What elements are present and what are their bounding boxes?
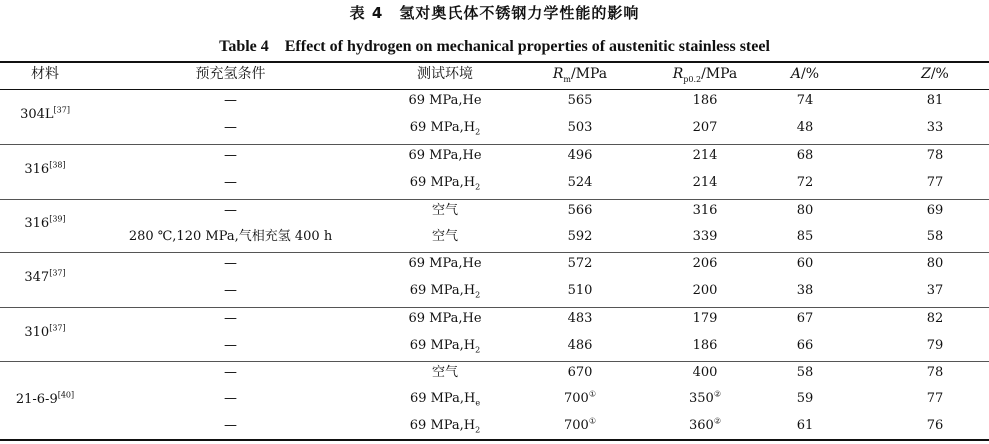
rm-value: 572 — [567, 256, 593, 271]
rp-value: 339 — [692, 229, 718, 244]
header-rm-symbol: R — [552, 66, 564, 82]
rm-cell — [540, 256, 620, 272]
elongation-cell: 38 — [796, 283, 814, 298]
environment-text: 空气 — [431, 229, 458, 244]
environment-cell — [380, 391, 510, 407]
reduction-of-area-cell: 82 — [926, 311, 944, 326]
material-cell — [0, 392, 90, 408]
environment-cell — [380, 256, 510, 272]
header-a-symbol: A — [790, 66, 802, 82]
environment-subscript: 2 — [475, 127, 481, 137]
environment-text: 69 MPa,He — [408, 311, 482, 326]
elongation-cell: 59 — [796, 391, 814, 406]
elongation-cell: 61 — [796, 418, 814, 433]
group-separator-rule — [0, 361, 989, 362]
environment-cell — [380, 148, 510, 164]
environment-text: 空气 — [431, 203, 458, 218]
precharge-cell: — — [224, 93, 237, 108]
material-name: 21-6-9 — [15, 391, 58, 407]
rp-cell — [660, 148, 750, 164]
elongation-cell: 48 — [796, 120, 814, 135]
header-z — [905, 66, 965, 82]
environment-cell — [380, 175, 510, 191]
rp-value: 186 — [692, 338, 718, 353]
elongation-cell: 58 — [796, 365, 814, 380]
precharge-cell: — — [224, 175, 237, 190]
rp-value: 350 — [689, 391, 714, 406]
rp-cell — [660, 311, 750, 327]
precharge-cell: — — [224, 365, 237, 380]
rp-cell — [660, 120, 750, 136]
material-reference: [39] — [49, 214, 66, 224]
rp-cell — [660, 175, 750, 191]
reduction-of-area-cell: 58 — [926, 229, 944, 244]
rm-cell — [540, 283, 620, 299]
rp-cell — [660, 93, 750, 109]
rm-value: 483 — [567, 311, 593, 326]
environment-text: 69 MPa,H — [409, 283, 476, 298]
rp-value: 214 — [692, 148, 718, 163]
rp-cell — [660, 338, 750, 354]
material-cell — [0, 162, 90, 178]
rp-cell — [660, 365, 750, 381]
environment-cell — [380, 283, 510, 299]
top-rule — [0, 61, 989, 63]
reduction-of-area-cell: 77 — [926, 391, 944, 406]
rp-footnote-mark: ② — [713, 389, 721, 399]
environment-cell — [380, 418, 510, 434]
elongation-cell: 67 — [796, 311, 814, 326]
material-name: 347 — [24, 269, 50, 285]
rm-cell — [540, 311, 620, 327]
precharge-cell: — — [224, 283, 237, 298]
rm-cell — [540, 93, 620, 109]
rm-value: 566 — [567, 203, 593, 218]
material-reference: [37] — [49, 268, 66, 278]
rp-value: 400 — [692, 365, 718, 380]
precharge-cell: — — [224, 120, 237, 135]
header-rp-symbol: R — [672, 66, 684, 82]
material-cell — [0, 107, 90, 123]
environment-cell — [380, 365, 510, 381]
rp-cell — [660, 203, 750, 219]
header-rp-unit: /MPa — [701, 66, 738, 82]
precharge-cell: — — [224, 256, 237, 271]
environment-subscript: 2 — [475, 425, 481, 435]
reduction-of-area-cell: 80 — [926, 256, 944, 271]
rm-value: 670 — [567, 365, 593, 380]
reduction-of-area-cell: 76 — [926, 418, 944, 433]
reduction-of-area-cell: 78 — [926, 148, 944, 163]
table-caption-cn: 表 4 氢对奥氏体不锈钢力学性能的影响 — [349, 4, 640, 22]
environment-text: 69 MPa,H — [409, 418, 476, 433]
elongation-cell: 72 — [796, 175, 814, 190]
rp-value: 360 — [689, 418, 714, 433]
material-cell — [0, 270, 90, 286]
group-separator-rule — [0, 307, 989, 308]
group-separator-rule — [0, 144, 989, 145]
reduction-of-area-cell: 37 — [926, 283, 944, 298]
rm-footnote-mark: ① — [588, 416, 596, 426]
material-name: 310 — [24, 324, 50, 340]
rm-cell — [540, 120, 620, 136]
elongation-cell: 74 — [796, 93, 814, 108]
environment-text: 69 MPa,H — [409, 120, 476, 135]
rm-cell — [540, 229, 620, 245]
material-name: 304L — [20, 106, 54, 122]
reduction-of-area-cell: 77 — [926, 175, 944, 190]
rm-value: 486 — [567, 338, 593, 353]
rp-value: 206 — [692, 256, 718, 271]
rm-cell — [540, 175, 620, 191]
precharge-cell: — — [224, 391, 237, 406]
group-separator-rule — [0, 252, 989, 253]
rm-cell — [540, 391, 620, 407]
rm-cell — [540, 365, 620, 381]
environment-cell — [380, 311, 510, 327]
environment-cell — [380, 93, 510, 109]
material-reference: [40] — [57, 390, 75, 400]
rm-footnote-mark: ① — [588, 389, 596, 399]
reduction-of-area-cell: 78 — [926, 365, 944, 380]
environment-text: 69 MPa,He — [408, 93, 482, 108]
material-reference: [38] — [49, 160, 66, 170]
precharge-cell: — — [224, 311, 237, 326]
environment-cell — [380, 229, 510, 245]
environment-cell — [380, 338, 510, 354]
header-z-unit: /% — [930, 66, 949, 82]
header-rp — [660, 66, 750, 82]
reduction-of-area-cell: 79 — [926, 338, 944, 353]
header-rm — [540, 66, 620, 82]
environment-text: 69 MPa,He — [408, 148, 482, 163]
material-reference: [37] — [53, 105, 70, 115]
environment-cell — [380, 203, 510, 219]
reduction-of-area-cell: 33 — [926, 120, 944, 135]
reduction-of-area-cell: 69 — [926, 203, 944, 218]
precharge-cell: — — [224, 418, 237, 433]
environment-text: 空气 — [431, 365, 458, 380]
elongation-cell: 66 — [796, 338, 814, 353]
table-caption-en: Table 4 Effect of hydrogen on mechanical properties of austenitic stainless steel — [219, 38, 770, 55]
header-rm-unit: /MPa — [570, 66, 608, 82]
rm-value: 503 — [567, 120, 593, 135]
header-material: 材料 — [31, 66, 59, 82]
header-rm-subscript: m — [563, 74, 571, 84]
material-reference: [37] — [49, 323, 66, 333]
precharge-cell: — — [224, 203, 237, 218]
header-environment: 测试环境 — [417, 66, 473, 82]
material-cell — [0, 216, 90, 232]
elongation-cell: 60 — [796, 256, 814, 271]
precharge-cell: — — [224, 148, 237, 163]
environment-subscript: 2 — [475, 345, 481, 355]
reduction-of-area-cell: 81 — [926, 93, 944, 108]
precharge-cell: — — [224, 338, 237, 353]
rp-value: 207 — [692, 120, 718, 135]
rm-value: 496 — [567, 148, 593, 163]
header-precharge: 预充氢条件 — [195, 66, 266, 82]
rm-value: 592 — [567, 229, 593, 244]
rp-cell — [660, 256, 750, 272]
rm-value: 565 — [567, 93, 593, 108]
material-cell — [0, 325, 90, 341]
material-name: 316 — [24, 161, 50, 177]
environment-text: 69 MPa,H — [409, 175, 476, 190]
precharge-cell: 280 ℃,120 MPa,气相充氢 400 h — [128, 229, 333, 244]
environment-text: 69 MPa,H — [409, 391, 476, 406]
environment-subscript: 2 — [475, 182, 481, 192]
rp-cell — [660, 283, 750, 299]
rm-cell — [540, 338, 620, 354]
rp-cell — [660, 391, 750, 407]
rm-cell — [540, 203, 620, 219]
elongation-cell: 68 — [796, 148, 814, 163]
rm-value: 700 — [564, 418, 589, 433]
rp-value: 186 — [692, 93, 718, 108]
rp-footnote-mark: ② — [713, 416, 721, 426]
rm-cell — [540, 418, 620, 434]
header-a-unit: /% — [801, 66, 820, 82]
environment-text: 69 MPa,He — [408, 256, 482, 271]
header-a — [775, 66, 835, 82]
header-z-symbol: Z — [921, 66, 931, 82]
rp-value: 214 — [692, 175, 718, 190]
rp-value: 316 — [692, 203, 718, 218]
rm-value: 510 — [567, 283, 593, 298]
rm-value: 524 — [567, 175, 593, 190]
environment-subscript: 2 — [475, 290, 481, 300]
rp-value: 179 — [692, 311, 718, 326]
rp-cell — [660, 229, 750, 245]
elongation-cell: 85 — [796, 229, 814, 244]
environment-text: 69 MPa,H — [409, 338, 476, 353]
header-rp-subscript: p0.2 — [683, 74, 702, 84]
environment-subscript: e — [475, 398, 481, 408]
material-name: 316 — [24, 216, 50, 231]
header-rule — [0, 89, 989, 90]
bottom-rule — [0, 439, 989, 441]
environment-cell — [380, 120, 510, 136]
rm-value: 700 — [564, 391, 589, 406]
elongation-cell: 80 — [796, 203, 814, 218]
rp-value: 200 — [692, 283, 718, 298]
group-separator-rule — [0, 199, 989, 200]
rm-cell — [540, 148, 620, 164]
rp-cell — [660, 418, 750, 434]
